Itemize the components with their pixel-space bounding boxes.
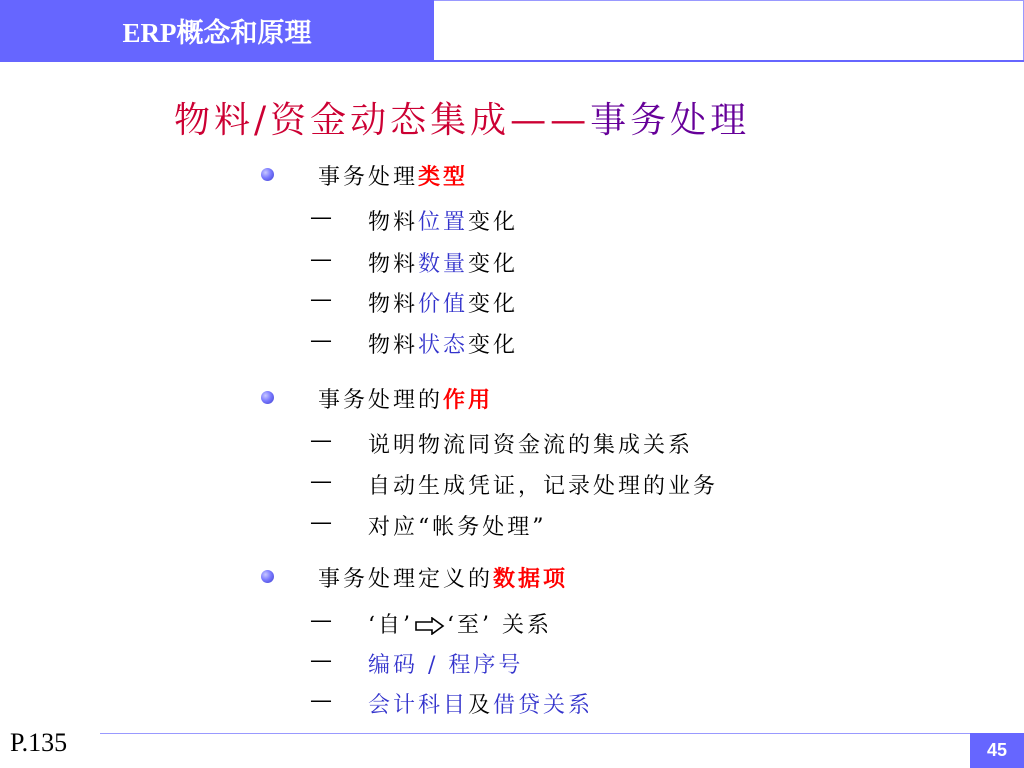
- list-item: 说明物流同资金流的集成关系: [368, 433, 694, 458]
- title-main: 物料/资金动态集成: [174, 100, 511, 141]
- dash-icon: —: [310, 469, 332, 494]
- list-item: 物料位置变化: [368, 210, 519, 235]
- list-item: 物料状态变化: [368, 333, 519, 358]
- list-item: 自动生成凭证，记录处理的业务: [368, 474, 719, 499]
- title-dash: ——: [510, 100, 591, 141]
- bullet-icon: [261, 391, 274, 404]
- dash-icon: —: [310, 428, 332, 453]
- list-item: 物料数量变化: [368, 252, 519, 277]
- slide-title: [174, 92, 750, 143]
- page-number: 45: [970, 733, 1024, 768]
- list-item: 对应“帐务处理”: [368, 515, 547, 540]
- dash-icon: —: [310, 688, 332, 713]
- dash-icon: —: [310, 608, 332, 633]
- header-label: ERP概念和原理: [0, 0, 434, 60]
- section-heading-data: 事务处理定义的数据项: [318, 566, 569, 592]
- header-divider: [0, 60, 1024, 62]
- title-accent: 事务处理: [590, 100, 751, 141]
- list-item: 物料价值变化: [368, 292, 519, 317]
- section-heading-type: 事务处理类型: [318, 164, 469, 190]
- list-item: ‘自’ ‘至’ 关系: [368, 613, 553, 638]
- section-heading-purpose: 事务处理的作用: [318, 387, 494, 413]
- bullet-icon: [261, 168, 274, 181]
- dash-icon: —: [310, 510, 332, 535]
- footer-divider: [100, 733, 1024, 734]
- dash-icon: —: [310, 205, 332, 230]
- dash-icon: —: [310, 287, 332, 312]
- dash-icon: —: [310, 328, 332, 353]
- header-rule-top: [434, 0, 1024, 1]
- bullet-icon: [261, 570, 274, 583]
- page-reference: P.135: [10, 728, 68, 757]
- list-item: 编码 / 程序号: [368, 653, 524, 678]
- right-arrow-icon: [415, 617, 445, 635]
- list-item: 会计科目及借贷关系: [368, 693, 594, 718]
- dash-icon: —: [310, 247, 332, 272]
- dash-icon: —: [310, 648, 332, 673]
